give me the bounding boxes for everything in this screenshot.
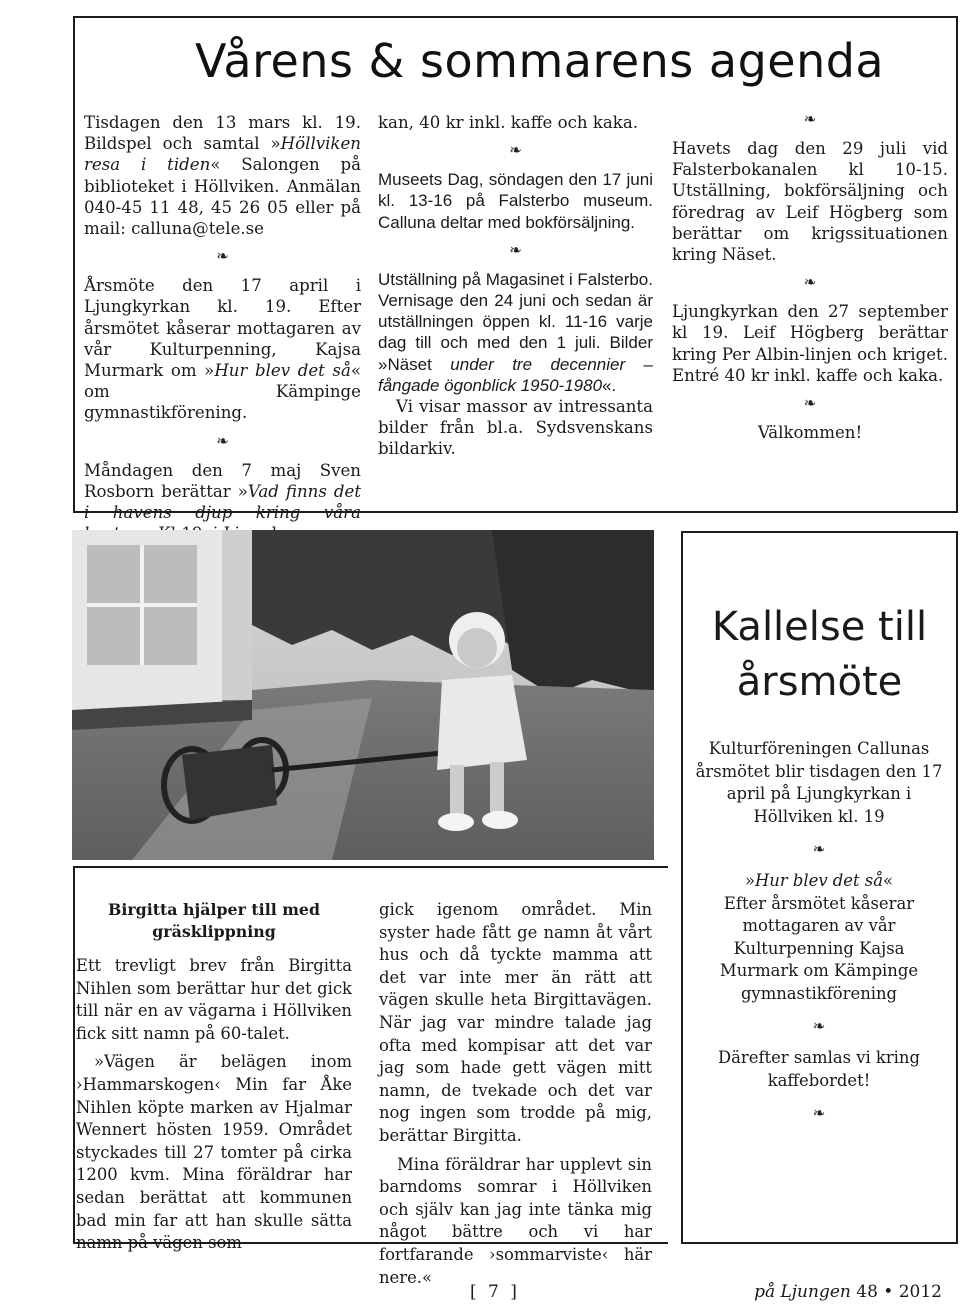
- story-column-1: [76, 899, 352, 1261]
- ornament-icon: ❧: [803, 394, 817, 413]
- kallelse-title: [681, 600, 958, 710]
- ornament-icon: ❧: [812, 1017, 826, 1035]
- publication-info: på Ljungen 48 • 2012: [754, 1282, 942, 1302]
- ornament-icon: ❧: [216, 247, 229, 266]
- story-intro: Ett trevligt brev från Birgitta Nihlen som berättar hur det gick till när en av vägarna i Höllviken fick sitt namn på 60-talet.: [76, 956, 352, 1043]
- event-utstallning: Utställning på Magasinet i Falsterbo. Vernisage den 24 juni och sedan är utställningen öppen kl. 11-16 varje dag till och med den 1 juli. Bilder »Näset under tre decennier – fångade ögonblick 1950-1980«.: [378, 269, 654, 395]
- ornament-icon: ❧: [803, 273, 817, 292]
- story-paragraph-3: Mina föräldrar har upplevt sin barndoms somrar i Höllviken och själv kan jag inte tänka mig något bättre och vi har fortfarande ›sommarviste‹ här nere.«: [379, 1154, 652, 1287]
- valkommen-text: Välkommen!: [757, 423, 863, 443]
- story-paragraph-2: gick igenom området. Min syster hade fått ge namn åt vårt hus och då tyckte mamma att det var inte mer än rätt att vägen skulle heta Birgittavägen. När jag var mindre talade jag ofta med kompisar att det var jag som hade gett vägen mitt namn, de tvekade och det var nog ingen som trodde på mig, berättar Birgitta.: [379, 900, 652, 1145]
- event-havets-dag: Havets dag den 29 juli vid Falsterbokanalen kl 10-15. Utställning, bokförsäljning och föredrag av Leif Högberg som berättar om krigssituationen kring Näset.: [672, 139, 948, 265]
- ornament-icon: ❧: [803, 110, 817, 128]
- event-rosborn-cont: kan, 40 kr inkl. kaffe och kaka.: [378, 113, 638, 132]
- event-arsmote: Årsmöte den 17 april i Ljungkyrkan kl. 19. Efter årsmötet kåserar mottagaren av vår Kulturpenning, Kajsa Murmark om »Hur blev det så« om Kämpinge gymnastikförening.: [84, 276, 362, 423]
- kallelse-coffee: Därefter samlas vi kring kaffebordet!: [718, 1048, 920, 1090]
- story-paragraph-1: »Vägen är belägen inom ›Hammarskogen‹ Min far Åke Nihlen köpte marken av Hjalmar Wennert hösten 1959. Området styckades till 27 tomter på cirka 1200 kvm. Mina föräldrar har sedan berättat att kommunen bad min far att han skulle sätta namn på vägen som: [76, 1052, 352, 1253]
- story-column-2: [379, 899, 652, 1295]
- kallelse-announcement: Kulturföreningen Callunas årsmötet blir tisdagen den 17 april på Ljungkyrkan i Höllviken kl. 19: [695, 739, 943, 826]
- kallelse-program: »Hur blev det så« Efter årsmötet kåserar mottagaren av vår Kulturpenning Kajsa Murmark om Kämpinge gymnastikförening: [719, 871, 919, 1003]
- ornament-icon: ❧: [812, 840, 826, 858]
- photo-girl-lawnmower: [72, 530, 654, 860]
- event-museets-dag: Museets Dag, söndagen den 17 juni kl. 13-16 på Falsterbo museum. Calluna deltar med bokförsäljning.: [378, 170, 653, 232]
- kallelse-title-line-1: Kallelse till: [711, 604, 928, 650]
- event-ljungkyrkan-sept: Ljungkyrkan den 27 september kl 19. Leif Högberg berättar kring Per Albin-linjen och kriget. Entré 40 kr inkl. kaffe och kaka.: [672, 302, 948, 385]
- event-utstallning-note: Vi visar massor av intressanta bilder från bl.a. Sydsvenskans bildarkiv.: [378, 397, 653, 459]
- ornament-icon: ❧: [216, 431, 229, 450]
- ornament-icon: ❧: [812, 1104, 826, 1122]
- ornament-icon: ❧: [509, 141, 522, 160]
- agenda-column-3: [672, 112, 948, 443]
- page-number: [ 7 ]: [470, 1282, 520, 1302]
- story-heading: Birgitta hjälper till med gräsklippning: [107, 900, 321, 941]
- agenda-title: Vårens & sommarens agenda: [195, 34, 885, 88]
- agenda-column-1: [84, 112, 361, 544]
- event-bildspel: Tisdagen den 13 mars kl. 19. Bildspel och samtal »Höllviken resa i tiden« Salongen på biblioteket i Höllviken. Anmälan 040-45 11 48, 45 26 05 eller på mail: calluna@tele.se: [84, 113, 361, 239]
- kallelse-title-line-2: årsmöte: [736, 659, 903, 705]
- ornament-icon: ❧: [509, 240, 522, 259]
- kallelse-body: [694, 738, 944, 1134]
- event-rosborn: Måndagen den 7 maj Sven Rosborn berättar »Vad finns det i havens djup kring våra: [84, 460, 361, 523]
- agenda-column-2: [378, 112, 653, 460]
